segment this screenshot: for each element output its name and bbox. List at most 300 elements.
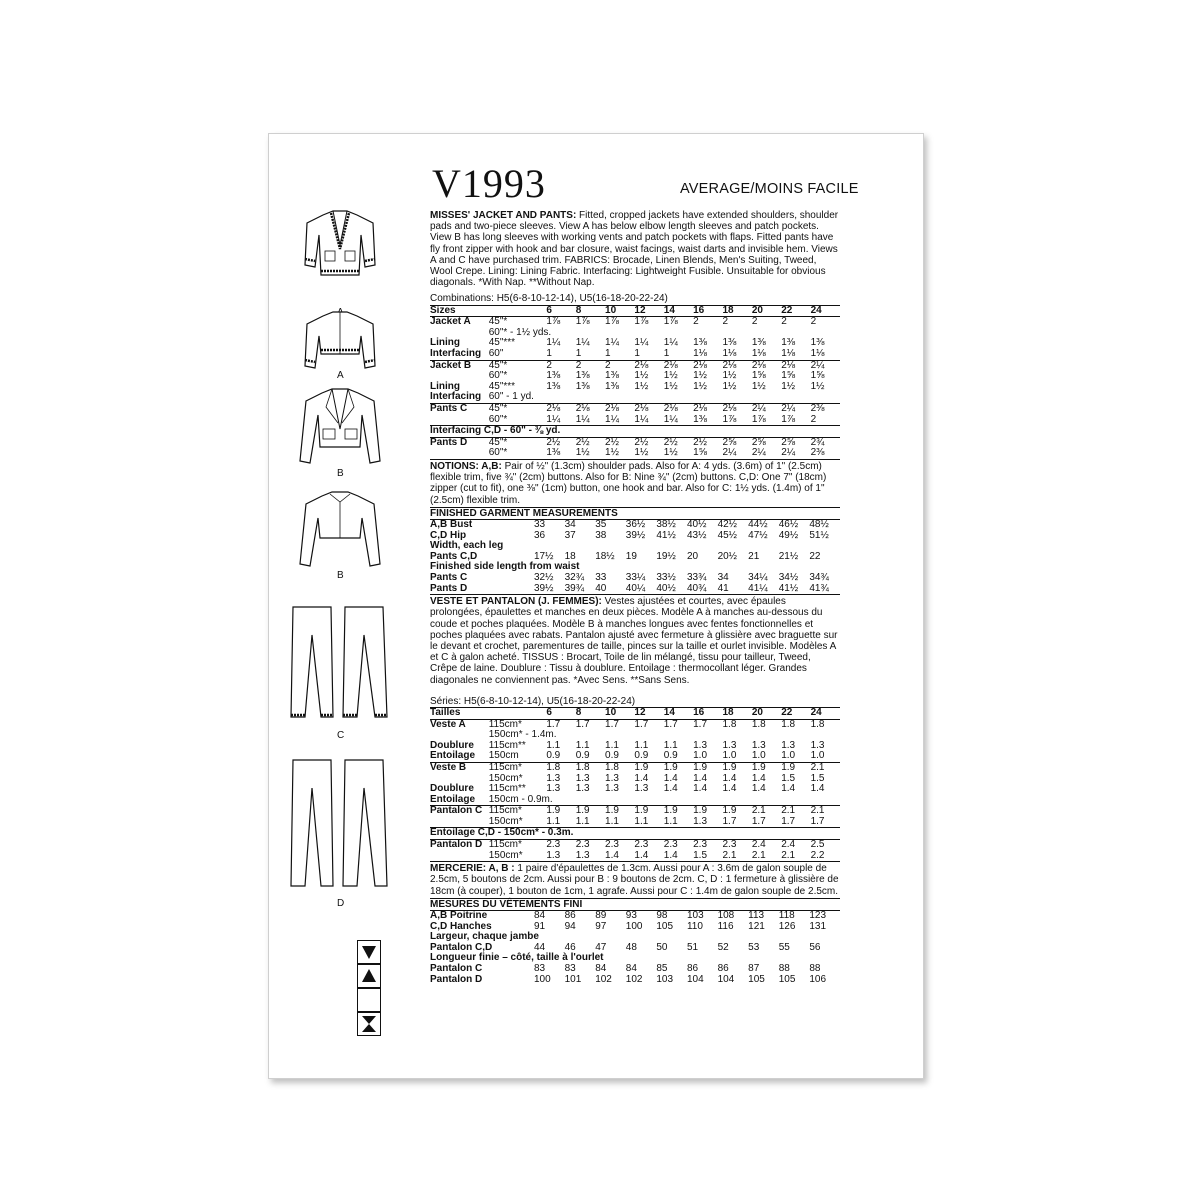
table-cell: 45"* bbox=[489, 403, 547, 414]
table-cell: 2½ bbox=[664, 437, 693, 448]
table-cell: 84 bbox=[625, 963, 637, 975]
table-cell: 1½ bbox=[781, 380, 796, 392]
table-cell: Veste A bbox=[430, 718, 466, 730]
table-cell: 83 bbox=[534, 963, 546, 975]
table-cell: 52 bbox=[717, 941, 729, 953]
table-cell: 2⅛ bbox=[634, 360, 663, 371]
table-cell: 101 bbox=[564, 973, 582, 985]
table-cell: 1⅞ bbox=[634, 316, 649, 328]
table-cell: 100 bbox=[534, 973, 551, 985]
table-cell: 1½ bbox=[693, 380, 708, 392]
table-cell: 22 bbox=[809, 550, 821, 562]
table-cell: 1¼ bbox=[546, 337, 561, 349]
table-cell: Doublure bbox=[430, 783, 474, 795]
table-cell: 1.7 bbox=[751, 815, 766, 827]
table-cell: 118 bbox=[778, 910, 795, 922]
notions-en bbox=[430, 459, 840, 507]
table-cell: 34½ bbox=[778, 571, 799, 583]
table-cell: 150cm* bbox=[488, 772, 523, 784]
table-cell: 2⅛ bbox=[664, 360, 693, 371]
table-cell: 104 bbox=[686, 973, 704, 985]
table-cell: 34 bbox=[717, 571, 729, 583]
table-cell: 1.3 bbox=[693, 815, 708, 827]
table-row bbox=[430, 349, 840, 360]
table-cell: 41¾ bbox=[809, 582, 829, 594]
table-cell: 2⅝ bbox=[722, 437, 751, 448]
table-cell: 1¼ bbox=[634, 337, 649, 349]
table-cell: 10 bbox=[605, 305, 634, 317]
table-cell: 1¼ bbox=[605, 413, 619, 425]
table-cell: 1⅜ bbox=[722, 337, 737, 349]
table-cell: 1.1 bbox=[605, 739, 619, 751]
table-cell: 89 bbox=[595, 910, 607, 922]
table-cell: 38 bbox=[595, 529, 607, 541]
measurements-table-fr bbox=[430, 911, 840, 985]
table-cell: 115cm* bbox=[488, 718, 522, 730]
table-cell: 35 bbox=[595, 518, 607, 530]
table-cell: 1.8 bbox=[576, 762, 605, 773]
table-cell: 103 bbox=[686, 910, 704, 922]
table-cell: 1.0 bbox=[693, 750, 708, 762]
table-cell: 20 bbox=[752, 305, 781, 317]
table-cell: 2.1 bbox=[751, 849, 766, 861]
table-cell: 97 bbox=[595, 920, 607, 932]
table-cell: 1.0 bbox=[810, 750, 825, 762]
table-cell: 20 bbox=[752, 707, 781, 719]
table-cell: 1⅛ bbox=[751, 348, 766, 359]
table-cell: 1⅞ bbox=[663, 316, 678, 328]
table-cell: Sizes bbox=[430, 305, 489, 317]
table-cell: 34 bbox=[564, 518, 576, 530]
table-cell: 104 bbox=[717, 973, 735, 985]
table-row bbox=[430, 840, 840, 851]
table-cell: 1.9 bbox=[752, 762, 781, 773]
table-cell: 1⅛ bbox=[781, 348, 796, 359]
table-cell: 46 bbox=[564, 941, 576, 953]
table-cell: 2¾ bbox=[811, 437, 840, 448]
table-cell: 1½ bbox=[605, 447, 619, 459]
table-cell: 1⅛ bbox=[722, 348, 737, 359]
table-cell: 2.3 bbox=[693, 840, 722, 851]
table-cell: Pantalon D bbox=[430, 973, 483, 985]
table-cell: 2.1 bbox=[781, 849, 796, 861]
table-cell: 0.9 bbox=[605, 750, 619, 762]
table-cell: 1.3 bbox=[546, 772, 561, 784]
table-cell: 1 bbox=[575, 348, 582, 359]
table-cell: 60"* bbox=[488, 413, 508, 425]
table-cell: 1.9 bbox=[605, 806, 634, 817]
table-cell: 1½ bbox=[634, 380, 649, 392]
table-cell: 1⅜ bbox=[810, 337, 825, 349]
table-cell: 2.1 bbox=[722, 849, 737, 861]
table-cell: 2½ bbox=[576, 437, 605, 448]
table-cell: 40 bbox=[595, 582, 607, 594]
table-cell: Entoilage C,D - 150cm* - 0.3m. bbox=[430, 828, 840, 840]
table-cell: 2.1 bbox=[752, 806, 781, 817]
table-row bbox=[430, 520, 840, 531]
table-cell: Interfacing bbox=[430, 348, 482, 359]
table-cell: 1.9 bbox=[722, 806, 751, 817]
table-cell: 55 bbox=[778, 941, 790, 953]
table-cell: 1.9 bbox=[781, 762, 810, 773]
table-cell: 113 bbox=[748, 910, 765, 922]
table-cell: Pantalon C bbox=[430, 963, 483, 975]
table-cell: 1⅜ bbox=[575, 380, 590, 392]
table-cell: Largeur, chaque jambe bbox=[430, 931, 539, 943]
table-cell: 39¾ bbox=[564, 582, 585, 594]
table-cell: Pantalon C,D bbox=[430, 941, 493, 953]
table-cell: 2.1 bbox=[781, 806, 810, 817]
table-cell: 1.7 bbox=[634, 718, 649, 730]
table-cell: 2¼ bbox=[781, 447, 796, 459]
table-cell: 1.1 bbox=[575, 739, 590, 751]
table-header-row bbox=[430, 707, 840, 719]
table-cell: 1⅝ bbox=[781, 370, 796, 382]
table-cell: 1.4 bbox=[693, 772, 708, 784]
table-cell: 1.7 bbox=[693, 718, 708, 730]
table-cell: 33 bbox=[595, 571, 607, 583]
table-cell: 102 bbox=[625, 973, 643, 985]
table-row bbox=[430, 762, 840, 773]
table-cell: 2.3 bbox=[605, 840, 634, 851]
table-cell: 33¼ bbox=[625, 571, 646, 583]
table-cell: 93 bbox=[625, 910, 637, 922]
table-cell: 2⅜ bbox=[810, 447, 825, 459]
table-cell: 1.3 bbox=[575, 849, 590, 861]
table-cell: 1.1 bbox=[546, 815, 561, 827]
table-cell: 87 bbox=[748, 963, 760, 975]
table-header-row bbox=[430, 305, 840, 317]
table-cell: 56 bbox=[809, 941, 821, 953]
up-triangle-symbol-icon bbox=[357, 964, 381, 988]
notions-fr-text: 1 paire d'épaulettes de 1.3cm. Aussi pour A : 3.6m de galon souple de 2.5cm, 5 boutons de 2cm. Aussi pour B : 9 boutons de 2cm. C, D : 1 fermeture à glissière de 18cm (à couper), 1 bouton de 1cm, 1 agrafe. Aussi pour C : 1.4m de galon souple de 2.5cm. bbox=[430, 863, 839, 897]
table-cell: 51½ bbox=[809, 529, 829, 541]
table-cell: 24 bbox=[811, 305, 840, 317]
table-cell: 60"* bbox=[488, 447, 508, 459]
table-cell: 1.7 bbox=[575, 718, 590, 730]
table-cell: 2⅛ bbox=[634, 403, 663, 414]
table-cell: 21 bbox=[748, 550, 760, 562]
table-cell: 1.9 bbox=[634, 762, 663, 773]
table-cell: 1.3 bbox=[605, 783, 619, 795]
table-cell: 40¼ bbox=[625, 582, 646, 594]
notions-en-text: Pair of ½" (1.3cm) shoulder pads. Also for A: 4 yds. (3.6m) of 1" (2.5cm) flexible trim, five ¾" (2cm) buttons. Also for B: Nine ¾" (2cm) buttons. C,D: One 7" (18cm) zipper (cut to fit), one ⅜" (1cm) button, one hook and bar. Also for C: 1½ yds. (1.4m) of 1" (2.5cm) flexible trim. bbox=[430, 460, 827, 506]
table-cell: 1.0 bbox=[781, 750, 796, 762]
yardage-table-fr bbox=[430, 707, 840, 861]
table-cell: 2⅛ bbox=[722, 360, 751, 371]
description-fr-text: Vestes ajustées et courtes, avec épaules prolongées, épaulettes et manches en deux pièces. Modèle A à manches au-dessous du coude et poches plaquées. Modèle B à manches longues avec fentes fonctionnelles et poches plaquées avec rabats. Pantalon ajusté avec fermeture à glissière avec braguette sur le devant et crochet, parementures de taille, pinces sur la taille et ourlet invisible. Modèles A et C à galon acheté. TISSUS : Brocart, Toile de lin mélangé, tissu pour tailleur, Tweed, Crêpe de laine. Doublure : Tissu à doublure. Entoilage : thermocollant léger. Grandes diagonales ne conviennent pas. *Avec Sens. **Sans Sens. bbox=[430, 596, 838, 686]
table-cell: 1.1 bbox=[663, 739, 678, 751]
table-cell bbox=[430, 448, 489, 459]
table-cell: Pantalon D bbox=[430, 840, 489, 851]
table-cell: 8 bbox=[576, 305, 605, 317]
table-cell: 1.7 bbox=[781, 815, 796, 827]
table-cell: 150cm - 0.9m. bbox=[488, 793, 553, 805]
table-cell: 2½ bbox=[634, 437, 663, 448]
table-cell: 1.1 bbox=[546, 739, 561, 751]
table-cell: 34¾ bbox=[809, 571, 829, 583]
table-cell: Pants D bbox=[430, 582, 468, 594]
table-cell: Width, each leg bbox=[430, 540, 504, 552]
table-cell: 16 bbox=[693, 707, 722, 719]
table-cell: 1.1 bbox=[634, 815, 649, 827]
table-cell: 150cm* bbox=[488, 815, 523, 827]
notions-fr bbox=[430, 861, 840, 898]
table-cell: 53 bbox=[748, 941, 760, 953]
table-cell bbox=[430, 851, 489, 862]
table-cell: 39½ bbox=[625, 529, 646, 541]
table-row bbox=[430, 392, 840, 403]
table-cell: 115cm* bbox=[489, 806, 547, 817]
measurements-fr-title: MESURES DU VÊTEMENTS FINI bbox=[430, 898, 840, 911]
table-cell: 110 bbox=[686, 920, 703, 932]
table-cell: 14 bbox=[664, 707, 693, 719]
table-cell: 18 bbox=[564, 550, 576, 562]
table-cell: 1⅜ bbox=[605, 370, 619, 382]
table-cell: 10 bbox=[605, 707, 634, 719]
yardage-table-en bbox=[430, 305, 840, 459]
table-cell: 1.9 bbox=[693, 762, 722, 773]
table-cell: 1.8 bbox=[781, 718, 796, 730]
table-cell: 2.5 bbox=[811, 840, 840, 851]
table-cell bbox=[430, 415, 489, 426]
table-cell: 33 bbox=[534, 518, 546, 530]
table-cell: Lining bbox=[430, 380, 460, 392]
table-cell: 1½ bbox=[575, 447, 590, 459]
table-cell: 1⅜ bbox=[693, 413, 708, 425]
table-cell: 100 bbox=[625, 920, 643, 932]
table-cell: 2.1 bbox=[811, 762, 840, 773]
description-fr-title: VESTE ET PANTALON (J. FEMMES): bbox=[430, 596, 602, 608]
table-cell: 1.9 bbox=[693, 806, 722, 817]
table-cell: 18 bbox=[722, 305, 751, 317]
table-cell: C,D Hip bbox=[430, 529, 467, 541]
table-cell: 1½ bbox=[722, 370, 737, 382]
table-cell: 86 bbox=[717, 963, 729, 975]
table-cell: 38½ bbox=[656, 518, 676, 530]
table-cell: 60" - 1 yd. bbox=[488, 391, 534, 403]
table-cell: 33¾ bbox=[686, 571, 707, 583]
table-cell: 1.3 bbox=[781, 739, 796, 751]
table-cell: 1.3 bbox=[634, 783, 649, 795]
table-cell: 1¼ bbox=[575, 337, 590, 349]
text-column bbox=[430, 210, 840, 985]
table-cell: 1.3 bbox=[546, 783, 561, 795]
table-cell: 1.4 bbox=[751, 783, 766, 795]
table-cell bbox=[430, 817, 489, 828]
table-cell: 1.7 bbox=[810, 815, 825, 827]
table-cell: 2⅝ bbox=[752, 437, 781, 448]
table-cell: Pants C bbox=[430, 403, 489, 414]
jacket-a-front-illustration bbox=[295, 205, 385, 300]
table-row bbox=[430, 828, 840, 840]
table-cell: 2 bbox=[693, 316, 699, 328]
table-cell: 44½ bbox=[748, 518, 768, 530]
table-cell: 1.8 bbox=[722, 718, 737, 730]
view-label: B bbox=[337, 570, 344, 581]
table-row bbox=[430, 573, 840, 584]
table-cell: 40½ bbox=[686, 518, 707, 530]
table-cell: 37 bbox=[564, 529, 576, 541]
table-cell: 1.5 bbox=[781, 772, 796, 784]
table-cell: 1 bbox=[634, 348, 640, 359]
table-cell: 1.1 bbox=[605, 815, 619, 827]
table-cell: Veste B bbox=[430, 762, 489, 773]
table-cell: 2.3 bbox=[664, 840, 693, 851]
view-label: C bbox=[337, 730, 345, 741]
pants-d-illustration bbox=[287, 758, 397, 898]
table-cell: 6 bbox=[546, 305, 575, 317]
table-cell: Pants C,D bbox=[430, 550, 478, 562]
table-cell: C,D Hanches bbox=[430, 920, 492, 932]
table-cell: 150cm bbox=[488, 750, 519, 762]
table-cell: 105 bbox=[778, 973, 796, 985]
table-cell: Doublure bbox=[430, 739, 474, 751]
table-cell: 2⅛ bbox=[605, 403, 634, 414]
table-cell: 1.4 bbox=[722, 772, 737, 784]
table-cell: 41½ bbox=[656, 529, 676, 541]
table-cell: 1⅞ bbox=[781, 413, 796, 425]
table-cell: 1.7 bbox=[605, 718, 619, 730]
table-cell: 41 bbox=[717, 582, 729, 594]
table-cell: 1 bbox=[663, 348, 670, 359]
table-cell: 12 bbox=[634, 305, 663, 317]
table-cell: 2¼ bbox=[752, 403, 781, 414]
table-row bbox=[430, 403, 840, 414]
description-en-title: MISSES' JACKET AND PANTS: bbox=[430, 210, 577, 221]
table-cell: 1.7 bbox=[663, 718, 678, 730]
table-cell: 115cm** bbox=[488, 783, 526, 795]
table-cell: 1.9 bbox=[722, 762, 751, 773]
table-cell: 2 bbox=[751, 316, 758, 328]
table-cell: 1.8 bbox=[751, 718, 766, 730]
table-cell: 2 bbox=[546, 360, 575, 371]
pattern-number: V1993 bbox=[432, 161, 546, 206]
table-cell: Interfacing C,D - 60" - ⅜ yd. bbox=[430, 426, 840, 438]
table-cell: 2⅛ bbox=[576, 403, 605, 414]
table-cell: 16 bbox=[693, 305, 722, 317]
table-cell: 85 bbox=[656, 963, 668, 975]
table-cell: 2⅝ bbox=[781, 437, 810, 448]
table-cell: 22 bbox=[781, 305, 810, 317]
table-cell: 48½ bbox=[809, 518, 829, 530]
table-cell: 1½ bbox=[722, 380, 737, 392]
table-row bbox=[430, 975, 840, 986]
table-cell: 1⅝ bbox=[693, 447, 708, 459]
jacket-b-front-illustration bbox=[290, 385, 390, 470]
table-cell: 1.3 bbox=[751, 739, 766, 751]
table-cell: 2.4 bbox=[781, 840, 810, 851]
table-cell: 6 bbox=[546, 707, 575, 719]
table-cell: 1.4 bbox=[722, 783, 737, 795]
notions-fr-title: MERCERIE: A, B : bbox=[430, 863, 515, 875]
table-cell: 1⅜ bbox=[781, 337, 796, 349]
table-cell: 40¾ bbox=[686, 582, 707, 594]
combinations-en: Combinations: H5(6-8-10-12-14), U5(16-18-20-22-24) bbox=[430, 293, 668, 305]
table-cell: Tailles bbox=[430, 707, 489, 719]
blank-symbol-icon bbox=[357, 988, 381, 1012]
combinations-fr: Séries: H5(6-8-10-12-14), U5(16-18-20-22-24) bbox=[430, 695, 636, 707]
table-cell: 121 bbox=[748, 920, 765, 932]
hourglass-symbol-icon bbox=[357, 1012, 381, 1036]
table-cell: 41¼ bbox=[748, 582, 768, 594]
table-cell: 1½ bbox=[634, 370, 649, 382]
table-cell: 1⅞ bbox=[605, 316, 619, 328]
table-cell: Entoilage bbox=[430, 750, 476, 762]
table-cell: 126 bbox=[778, 920, 796, 932]
table-cell: 2½ bbox=[693, 437, 722, 448]
table-cell: 1¼ bbox=[575, 413, 590, 425]
table-cell: 2¼ bbox=[811, 360, 840, 371]
table-cell: 1.4 bbox=[634, 849, 649, 861]
table-cell: 43½ bbox=[686, 529, 707, 541]
table-row bbox=[430, 584, 840, 595]
table-cell: 36½ bbox=[625, 518, 646, 530]
table-row bbox=[430, 751, 840, 762]
table-cell: 2 bbox=[810, 413, 817, 425]
table-cell: Entoilage bbox=[430, 793, 476, 805]
table-cell: 1.8 bbox=[605, 762, 634, 773]
table-cell: 2⅛ bbox=[722, 403, 751, 414]
table-cell: 2⅛ bbox=[693, 403, 722, 414]
table-cell bbox=[489, 707, 547, 719]
table-cell: 2⅛ bbox=[664, 403, 693, 414]
table-cell: 0.9 bbox=[663, 750, 678, 762]
table-cell: 24 bbox=[811, 707, 840, 719]
table-cell: 45½ bbox=[717, 529, 738, 541]
table-cell: 60"* bbox=[488, 370, 508, 382]
table-cell: 1¼ bbox=[546, 413, 561, 425]
table-cell: 32½ bbox=[534, 571, 554, 583]
table-cell: 2¼ bbox=[781, 403, 810, 414]
down-triangle-symbol-icon bbox=[357, 940, 381, 964]
table-cell: 103 bbox=[656, 973, 674, 985]
table-cell: 106 bbox=[809, 973, 827, 985]
table-cell bbox=[489, 305, 547, 317]
table-cell: 1.4 bbox=[663, 849, 678, 861]
table-cell: 1.7 bbox=[722, 815, 737, 827]
table-row bbox=[430, 795, 840, 806]
table-cell: 1.8 bbox=[810, 718, 825, 730]
table-cell: 84 bbox=[534, 910, 546, 922]
table-cell: 1.3 bbox=[810, 739, 825, 751]
table-cell: 115cm* bbox=[489, 762, 547, 773]
table-cell: 18½ bbox=[595, 550, 615, 562]
table-cell: 19½ bbox=[656, 550, 676, 562]
table-cell: 108 bbox=[717, 910, 735, 922]
table-cell: 1⅞ bbox=[722, 413, 737, 425]
table-cell: 1½ bbox=[663, 380, 678, 392]
table-cell: 2¼ bbox=[751, 447, 766, 459]
table-cell: 1⅞ bbox=[575, 316, 590, 328]
table-cell: 116 bbox=[717, 920, 734, 932]
table-cell: Jacket B bbox=[430, 360, 489, 371]
table-cell: 1⅛ bbox=[693, 348, 708, 359]
table-cell: 19 bbox=[625, 550, 637, 562]
table-cell: Finished side length from waist bbox=[430, 561, 580, 573]
table-cell: 36 bbox=[534, 529, 546, 541]
table-cell: 2.3 bbox=[546, 840, 575, 851]
table-cell: 1⅜ bbox=[546, 370, 561, 382]
table-cell: 2⅜ bbox=[811, 403, 840, 414]
table-cell: 2⅛ bbox=[752, 360, 781, 371]
table-cell: 94 bbox=[564, 920, 576, 932]
table-cell: 1.4 bbox=[663, 783, 678, 795]
table-cell: 1.3 bbox=[575, 772, 590, 784]
table-cell: 2 bbox=[605, 360, 634, 371]
table-cell: 1½ bbox=[663, 447, 678, 459]
table-row bbox=[430, 415, 840, 426]
